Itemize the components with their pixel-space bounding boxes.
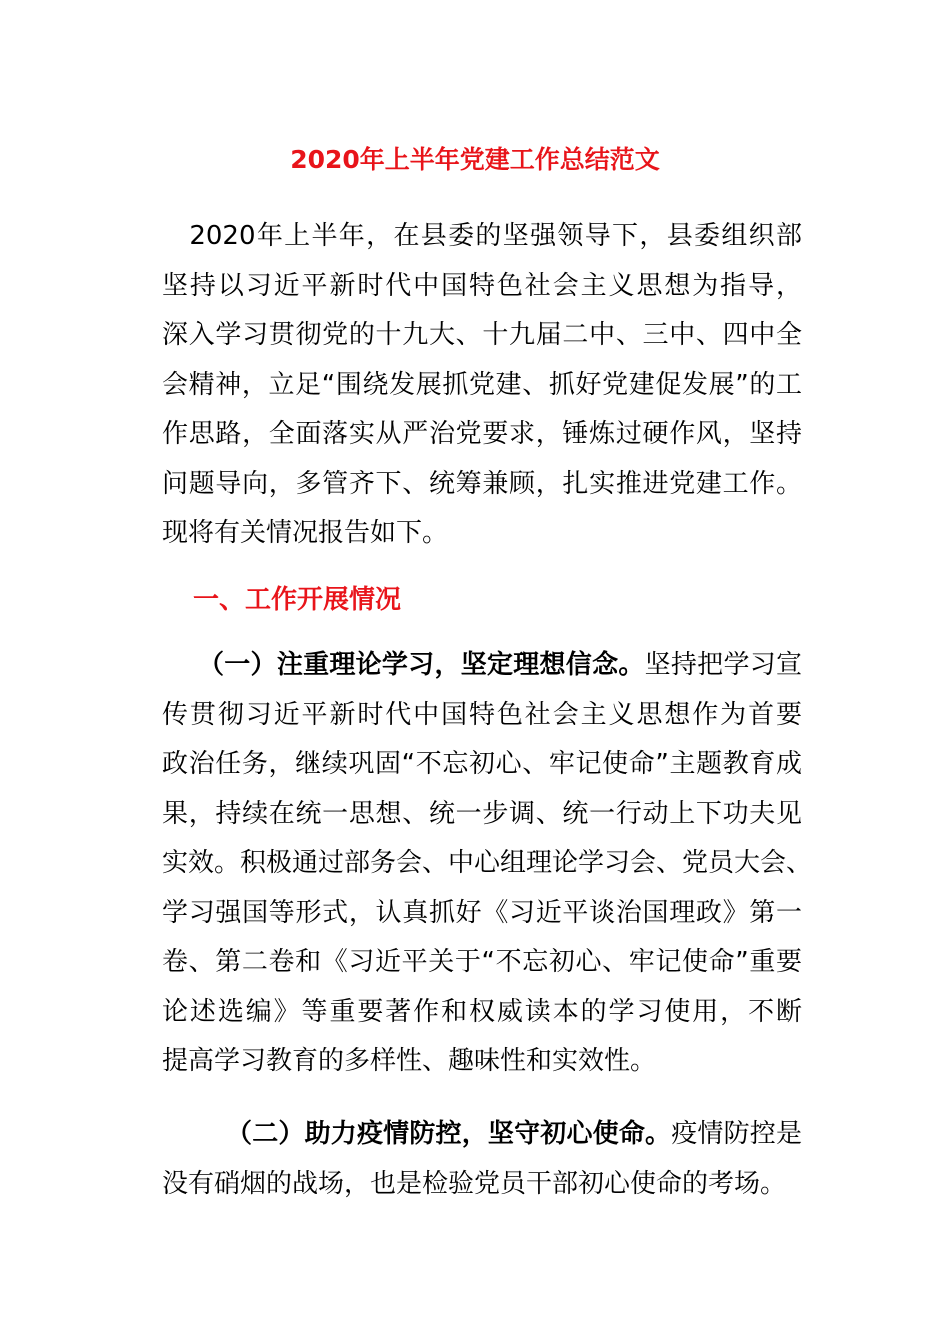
item-1-line: 提高学习教育的多样性、趣味性和实效性。 <box>162 1046 657 1076</box>
item-1-line: 传贯彻习近平新时代中国特色社会主义思想作为首要 <box>162 699 802 730</box>
item-1-paragraph <box>162 641 813 1087</box>
item-2-lead: （二）助力疫情防控，坚守初心使命。 <box>226 1119 672 1149</box>
item-1-first-line-rest: 坚持把学习宣 <box>644 650 802 680</box>
intro-line: 问题导向，多管齐下、统筹兼顾，扎实推进党建工作。 <box>162 468 802 499</box>
item-2-paragraph <box>162 1110 802 1209</box>
intro-line: 2020年上半年，在县委的坚强领导下，县委组织部 <box>162 221 802 251</box>
intro-line: 深入学习贯彻党的十九大、十九届二中、三中、四中全 <box>162 320 802 350</box>
intro-line: 现将有关情况报告如下。 <box>162 518 449 548</box>
item-2-first-line-rest: 疫情防控是 <box>671 1119 802 1149</box>
intro-line: 坚持以习近平新时代中国特色社会主义思想为指导， <box>162 270 802 301</box>
item-1-line: 政治任务，继续巩固“不忘初心、牢记使命”主题教育成 <box>162 749 802 779</box>
item-1-lead: （一）注重理论学习，坚定理想信念。 <box>198 650 645 680</box>
document-title: 2020年上半年党建工作总结范文 <box>290 145 660 174</box>
intro-line: 会精神，立足“围绕发展抓党建、抓好党建促发展”的工 <box>162 369 802 400</box>
item-1-line: 论述选编》等重要著作和权威读本的学习使用，不断 <box>162 996 802 1027</box>
intro-paragraph <box>162 212 802 559</box>
item-1-line: 学习强国等形式，认真抓好《习近平谈治国理政》第一 <box>162 897 802 928</box>
section-heading: 一、工作开展情况 <box>193 585 402 615</box>
intro-line: 作思路，全面落实从严治党要求，锤炼过硬作风，坚持 <box>162 419 802 449</box>
item-2-first-line <box>162 1110 802 1160</box>
item-1-first-line <box>162 641 802 691</box>
item-2-line: 没有硝烟的战场，也是检验党员干部初心使命的考场。 <box>162 1168 787 1199</box>
item-1-line: 果，持续在统一思想、统一步调、统一行动上下功夫见 <box>162 798 802 829</box>
item-1-line: 卷、第二卷和《习近平关于“不忘初心、牢记使命”重要 <box>162 947 802 977</box>
item-1-line: 实效。积极通过部务会、中心组理论学习会、党员大会、 <box>162 848 813 878</box>
